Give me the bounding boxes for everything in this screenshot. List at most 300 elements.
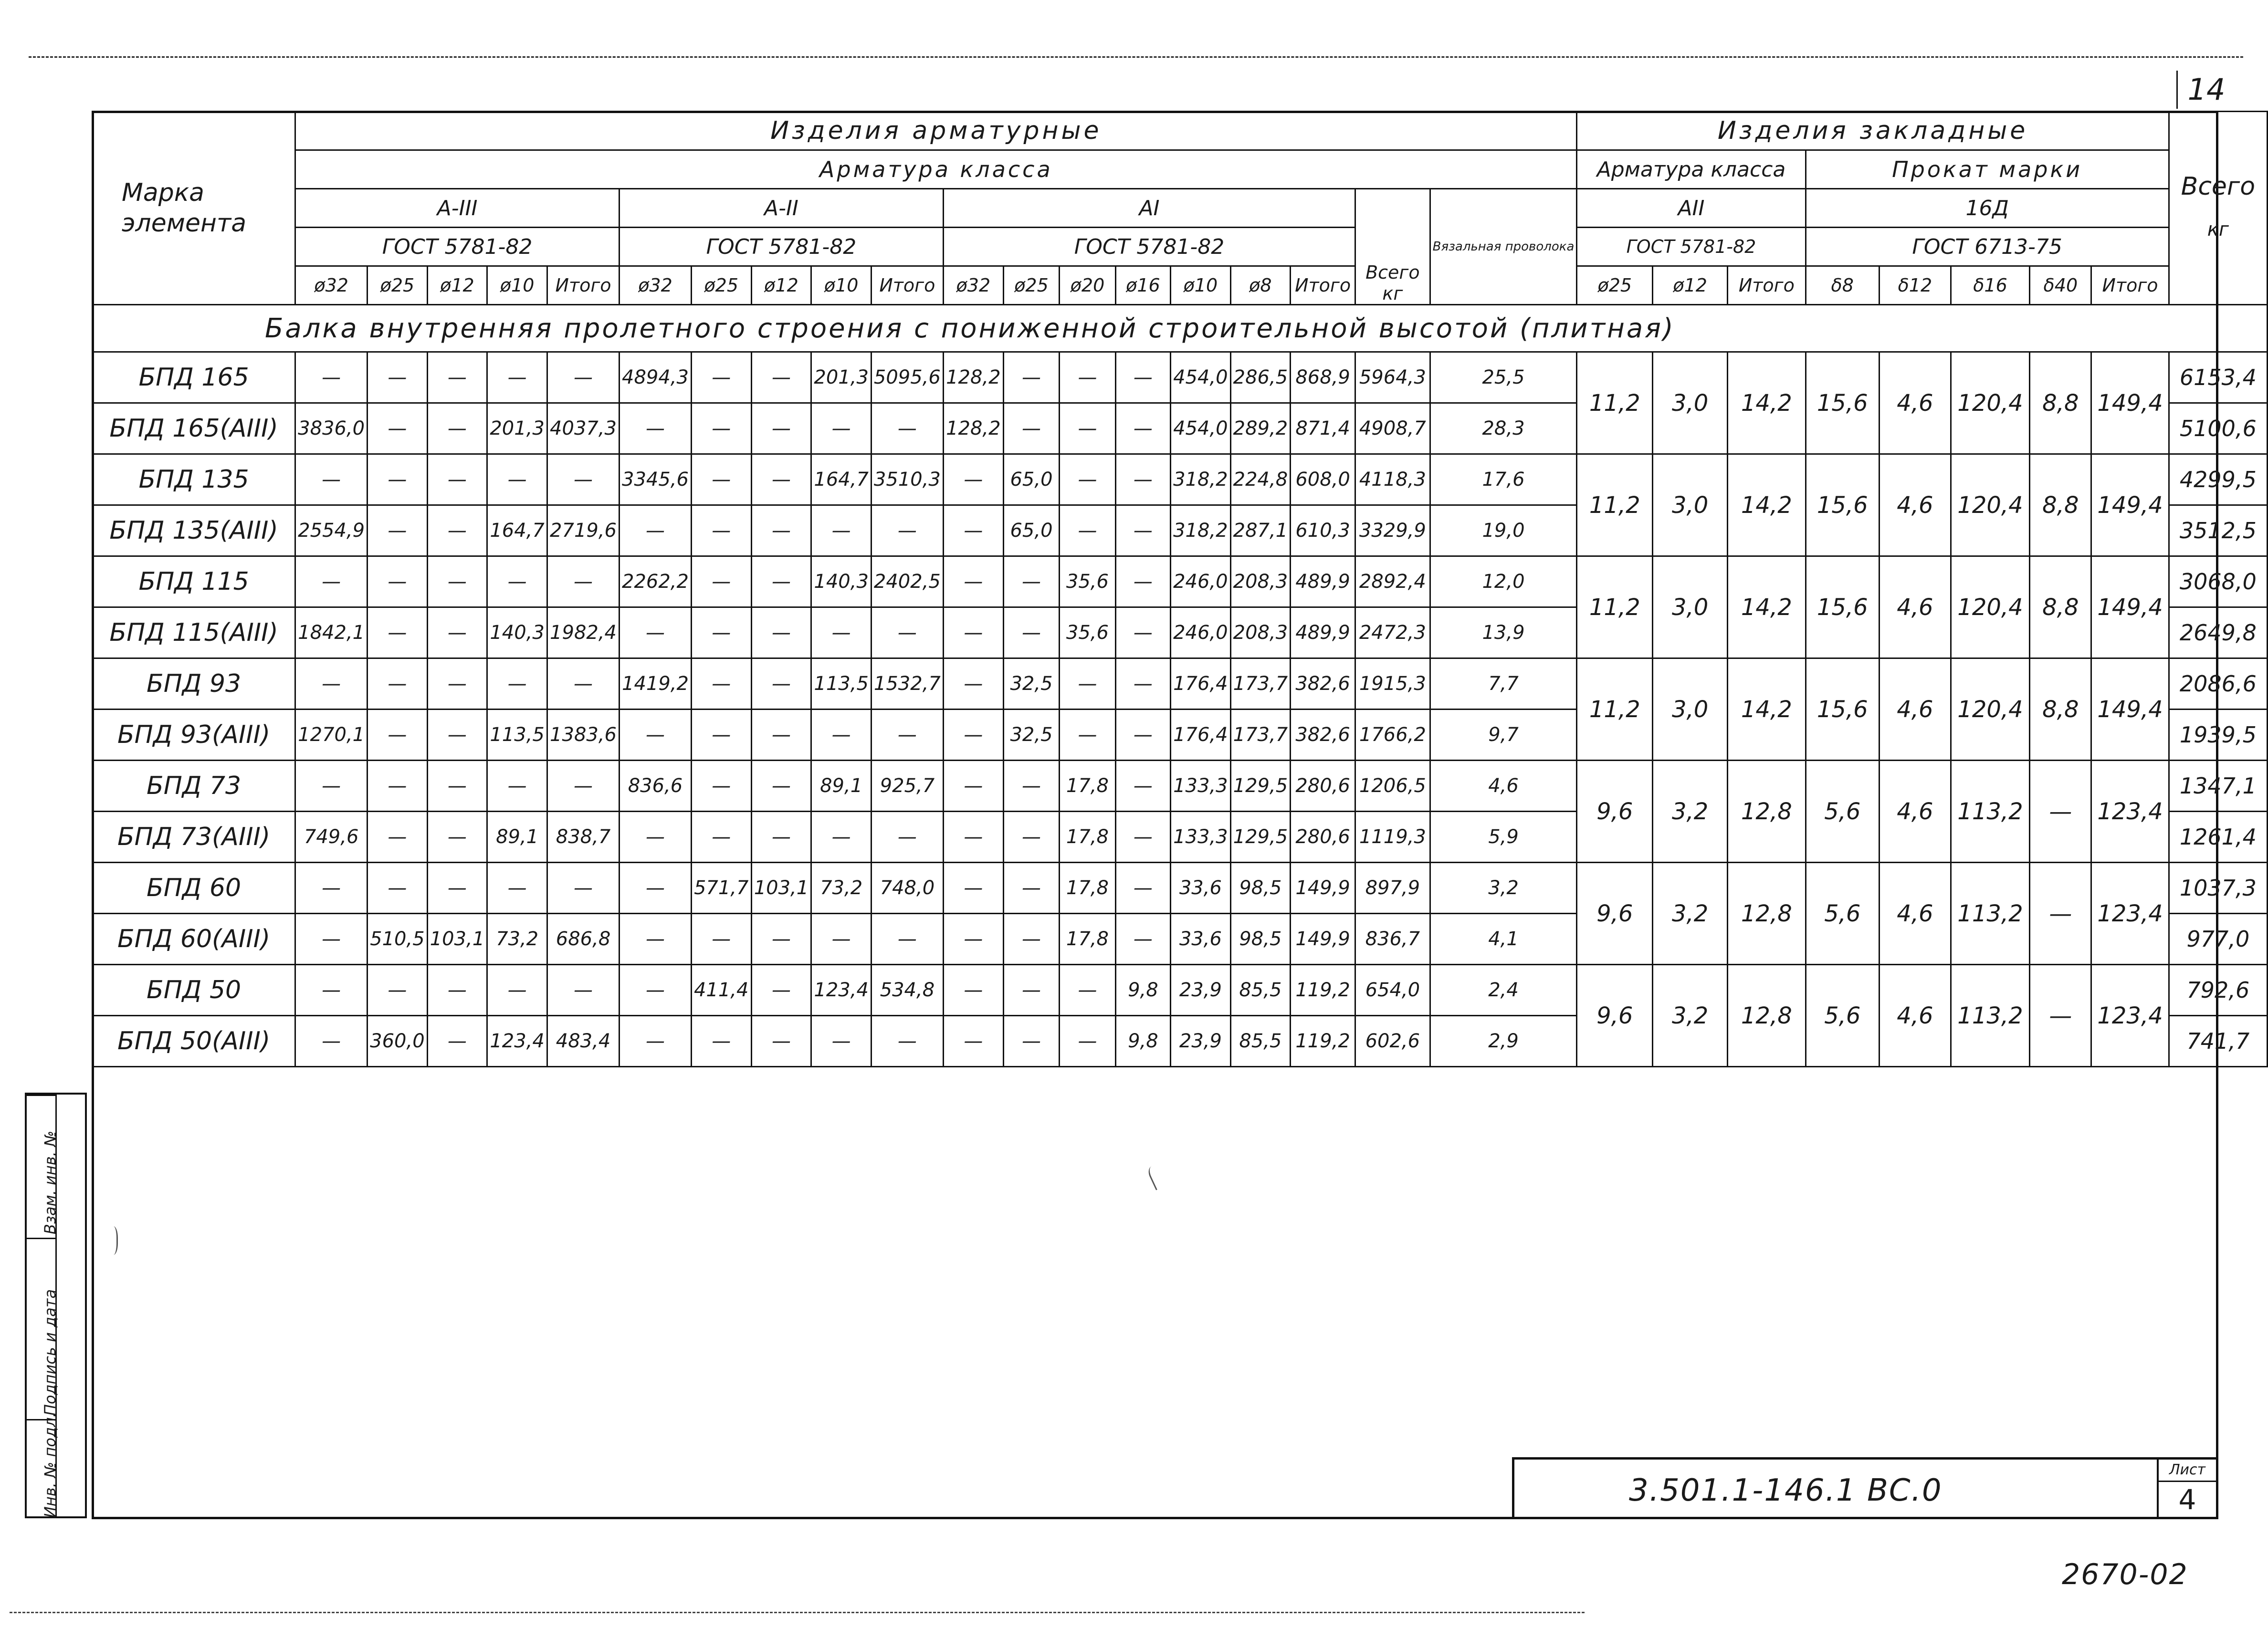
value-aii: — xyxy=(620,965,692,1016)
value-aii: 1532,7 xyxy=(871,658,943,710)
value-aiii: 749,6 xyxy=(295,812,368,863)
value-aii: — xyxy=(811,710,872,761)
value-ai: 176,4 xyxy=(1171,710,1231,761)
value-reinforcement-total: 1766,2 xyxy=(1355,710,1430,761)
value-aii: — xyxy=(691,658,751,710)
value-aiii: 838,7 xyxy=(547,812,620,863)
value-aiii: — xyxy=(427,403,487,454)
gost-ai: ГОСТ 5781-82 xyxy=(943,228,1355,266)
value-aii: 3510,3 xyxy=(871,454,943,505)
document-code: 3.501.1-146.1 ВС.0 xyxy=(1629,1473,1942,1508)
subtotal-all-header xyxy=(1355,189,1430,305)
value-reinforcement-total: 4908,7 xyxy=(1355,403,1430,454)
value-aii: — xyxy=(751,403,811,454)
value-ai: — xyxy=(1060,1016,1115,1067)
value-binding-wire: 5,9 xyxy=(1430,812,1577,863)
value-ai: — xyxy=(1115,505,1170,556)
value-rolled: 8,8 xyxy=(2030,454,2091,556)
side-stamp-replacement: Взам. инв. № xyxy=(41,1130,59,1234)
sheet-box xyxy=(2157,1460,2216,1517)
value-aii: — xyxy=(751,556,811,607)
value-rolled: 8,8 xyxy=(2030,556,2091,658)
value-ai: — xyxy=(943,658,1003,710)
value-aii: — xyxy=(751,710,811,761)
value-aii: — xyxy=(691,556,751,607)
value-ai: 608,0 xyxy=(1291,454,1355,505)
element-mark: БПД 93(АIII) xyxy=(93,710,295,761)
value-aii: 1419,2 xyxy=(620,658,692,710)
value-binding-wire: 13,9 xyxy=(1430,607,1577,658)
diameter-header-ai: ø20 xyxy=(1060,266,1115,305)
value-ai: 454,0 xyxy=(1171,352,1231,403)
value-embedded-reinforcement: 3,0 xyxy=(1653,658,1728,761)
value-aiii: — xyxy=(487,454,547,505)
value-binding-wire: 7,7 xyxy=(1430,658,1577,710)
value-grand-total: 1347,1 xyxy=(2169,761,2267,812)
value-aii: 113,5 xyxy=(811,658,872,710)
value-ai: 35,6 xyxy=(1060,556,1115,607)
value-ai: 133,3 xyxy=(1171,761,1231,812)
specification-table xyxy=(92,111,2268,1067)
diameter-header-emb: ø12 xyxy=(1653,266,1728,305)
diameter-header-aiii: ø25 xyxy=(368,266,428,305)
value-aiii: — xyxy=(547,658,620,710)
value-aiii: 73,2 xyxy=(487,914,547,965)
value-aii: — xyxy=(871,710,943,761)
value-rolled: 123,4 xyxy=(2091,965,2169,1067)
value-ai: 382,6 xyxy=(1291,710,1355,761)
value-grand-total: 3512,5 xyxy=(2169,505,2267,556)
value-aii: — xyxy=(811,607,872,658)
value-ai: 289,2 xyxy=(1230,403,1291,454)
value-ai: — xyxy=(1115,352,1170,403)
value-aii: 748,0 xyxy=(871,863,943,914)
value-aiii: 89,1 xyxy=(487,812,547,863)
value-ai: — xyxy=(1003,403,1059,454)
value-aii: 3345,6 xyxy=(620,454,692,505)
diameter-header-aii: ø12 xyxy=(751,266,811,305)
value-aii: 925,7 xyxy=(871,761,943,812)
value-aiii: — xyxy=(295,352,368,403)
value-aii: — xyxy=(811,812,872,863)
value-aiii: 483,4 xyxy=(547,1016,620,1067)
value-rolled: 4,6 xyxy=(1880,658,1951,761)
value-aiii: — xyxy=(427,812,487,863)
value-ai: 382,6 xyxy=(1291,658,1355,710)
value-aiii: — xyxy=(427,454,487,505)
value-reinforcement-total: 2472,3 xyxy=(1355,607,1430,658)
value-aii: — xyxy=(811,403,872,454)
value-ai: 35,6 xyxy=(1060,607,1115,658)
value-embedded-reinforcement: 12,8 xyxy=(1728,863,1806,965)
value-ai: 173,7 xyxy=(1230,658,1291,710)
value-aii: 73,2 xyxy=(811,863,872,914)
value-aii: 103,1 xyxy=(751,863,811,914)
value-aii: — xyxy=(751,1016,811,1067)
value-aii: — xyxy=(691,454,751,505)
value-aii: — xyxy=(751,812,811,863)
value-aiii: — xyxy=(368,965,428,1016)
value-ai: 489,9 xyxy=(1291,556,1355,607)
value-ai: 173,7 xyxy=(1230,710,1291,761)
value-ai: — xyxy=(1060,658,1115,710)
value-ai: — xyxy=(1060,454,1115,505)
value-ai: 65,0 xyxy=(1003,505,1059,556)
bottom-cut-line xyxy=(10,1612,1585,1613)
value-ai: 33,6 xyxy=(1171,863,1231,914)
value-rolled: 5,6 xyxy=(1806,863,1879,965)
value-aiii: — xyxy=(487,863,547,914)
class-emb-aii-header: АII xyxy=(1577,189,1806,228)
value-aiii: — xyxy=(295,1016,368,1067)
value-ai: — xyxy=(1115,403,1170,454)
diameter-header-ai: Итого xyxy=(1291,266,1355,305)
element-mark: БПД 93 xyxy=(93,658,295,710)
value-rolled: 15,6 xyxy=(1806,556,1879,658)
side-stamp-cell xyxy=(27,1412,59,1520)
value-aii: — xyxy=(751,914,811,965)
value-aii: — xyxy=(811,914,872,965)
diameter-header-ai: ø10 xyxy=(1171,266,1231,305)
value-aiii: — xyxy=(368,812,428,863)
value-ai: — xyxy=(943,607,1003,658)
value-aii: — xyxy=(751,352,811,403)
value-aiii: 686,8 xyxy=(547,914,620,965)
element-mark: БПД 115(АIII) xyxy=(93,607,295,658)
value-aiii: — xyxy=(487,658,547,710)
value-aii: — xyxy=(691,710,751,761)
element-mark: БПД 115 xyxy=(93,556,295,607)
thickness-header-rolled: δ40 xyxy=(2030,266,2091,305)
value-aiii: 164,7 xyxy=(487,505,547,556)
value-rolled: 15,6 xyxy=(1806,658,1879,761)
table-row xyxy=(93,352,2268,403)
value-aii: — xyxy=(751,607,811,658)
reinforcement-class-header: Арматура класса xyxy=(295,150,1577,189)
value-aii: — xyxy=(751,454,811,505)
value-aiii: — xyxy=(295,658,368,710)
value-embedded-reinforcement: 12,8 xyxy=(1728,965,1806,1067)
value-reinforcement-total: 836,7 xyxy=(1355,914,1430,965)
value-ai: 65,0 xyxy=(1003,454,1059,505)
value-aii: — xyxy=(620,863,692,914)
value-rolled: 113,2 xyxy=(1951,965,2030,1067)
value-aii: — xyxy=(751,761,811,812)
value-reinforcement-total: 2892,4 xyxy=(1355,556,1430,607)
value-aiii: — xyxy=(547,761,620,812)
value-ai: — xyxy=(1115,812,1170,863)
value-ai: 128,2 xyxy=(943,403,1003,454)
value-aiii: — xyxy=(368,505,428,556)
value-aiii: — xyxy=(427,607,487,658)
value-embedded-reinforcement: 3,2 xyxy=(1653,761,1728,863)
value-aiii: — xyxy=(427,863,487,914)
value-aiii: — xyxy=(427,505,487,556)
value-reinforcement-total: 3329,9 xyxy=(1355,505,1430,556)
value-aii: — xyxy=(620,1016,692,1067)
value-ai: 489,9 xyxy=(1291,607,1355,658)
value-aii: — xyxy=(871,505,943,556)
value-binding-wire: 19,0 xyxy=(1430,505,1577,556)
value-rolled: 113,2 xyxy=(1951,761,2030,863)
value-reinforcement-total: 1206,5 xyxy=(1355,761,1430,812)
value-grand-total: 2086,6 xyxy=(2169,658,2267,710)
value-embedded-reinforcement: 14,2 xyxy=(1728,352,1806,454)
value-rolled: 8,8 xyxy=(2030,658,2091,761)
value-ai: — xyxy=(943,965,1003,1016)
value-ai: — xyxy=(943,761,1003,812)
value-rolled: 5,6 xyxy=(1806,965,1879,1067)
value-ai: — xyxy=(1003,914,1059,965)
value-aii: — xyxy=(751,658,811,710)
value-ai: — xyxy=(943,454,1003,505)
element-mark: БПД 50(АIII) xyxy=(93,1016,295,1067)
value-ai: 318,2 xyxy=(1171,454,1231,505)
value-aiii: 360,0 xyxy=(368,1016,428,1067)
value-aii: — xyxy=(620,710,692,761)
value-aiii: — xyxy=(295,556,368,607)
value-rolled: 120,4 xyxy=(1951,658,2030,761)
value-ai: 32,5 xyxy=(1003,710,1059,761)
value-aiii: — xyxy=(368,863,428,914)
diameter-header-ai: ø32 xyxy=(943,266,1003,305)
table-row xyxy=(93,863,2268,914)
value-ai: — xyxy=(1003,812,1059,863)
value-rolled: — xyxy=(2030,965,2091,1067)
value-embedded-reinforcement: 3,0 xyxy=(1653,556,1728,658)
value-ai: 246,0 xyxy=(1171,607,1231,658)
value-aiii: — xyxy=(547,352,620,403)
value-aii: — xyxy=(871,607,943,658)
value-aii: 140,3 xyxy=(811,556,872,607)
value-reinforcement-total: 4118,3 xyxy=(1355,454,1430,505)
value-ai: 224,8 xyxy=(1230,454,1291,505)
value-aii: — xyxy=(620,914,692,965)
value-aii: — xyxy=(691,914,751,965)
value-aiii: — xyxy=(368,658,428,710)
value-grand-total: 1939,5 xyxy=(2169,710,2267,761)
value-aiii: — xyxy=(368,607,428,658)
diameter-header-aiii: ø32 xyxy=(295,266,368,305)
value-rolled: 149,4 xyxy=(2091,454,2169,556)
value-aiii: — xyxy=(427,761,487,812)
grade-16d-header: 16Д xyxy=(1806,189,2169,228)
value-rolled: 120,4 xyxy=(1951,352,2030,454)
value-aiii: — xyxy=(295,914,368,965)
value-ai: 17,8 xyxy=(1060,863,1115,914)
value-ai: — xyxy=(1115,863,1170,914)
value-aiii: 3836,0 xyxy=(295,403,368,454)
value-aii: 411,4 xyxy=(691,965,751,1016)
value-ai: — xyxy=(1115,658,1170,710)
value-embedded-reinforcement: 11,2 xyxy=(1577,658,1653,761)
value-ai: — xyxy=(1060,965,1115,1016)
sheet-label: Лист xyxy=(2159,1460,2216,1482)
diameter-header-aiii: ø12 xyxy=(427,266,487,305)
value-aii: — xyxy=(691,505,751,556)
value-rolled: 149,4 xyxy=(2091,352,2169,454)
value-ai: 286,5 xyxy=(1230,352,1291,403)
value-binding-wire: 9,7 xyxy=(1430,710,1577,761)
gost-rolled: ГОСТ 6713-75 xyxy=(1806,228,2169,266)
value-ai: 133,3 xyxy=(1171,812,1231,863)
value-ai: — xyxy=(1003,352,1059,403)
value-binding-wire: 2,9 xyxy=(1430,1016,1577,1067)
value-aiii: — xyxy=(547,454,620,505)
value-ai: — xyxy=(1060,352,1115,403)
value-ai: — xyxy=(943,914,1003,965)
value-ai: 17,8 xyxy=(1060,761,1115,812)
archive-number: 2670-02 xyxy=(2062,1558,2188,1591)
value-aii: 571,7 xyxy=(691,863,751,914)
value-ai: — xyxy=(943,710,1003,761)
value-rolled: 123,4 xyxy=(2091,761,2169,863)
value-binding-wire: 28,3 xyxy=(1430,403,1577,454)
value-ai: — xyxy=(1003,965,1059,1016)
embedded-products-header: Изделия закладные xyxy=(1577,112,2169,150)
value-ai: 149,9 xyxy=(1291,863,1355,914)
value-ai: 119,2 xyxy=(1291,965,1355,1016)
value-aiii: 1270,1 xyxy=(295,710,368,761)
value-aii: — xyxy=(871,914,943,965)
diameter-header-ai: ø16 xyxy=(1115,266,1170,305)
value-grand-total: 3068,0 xyxy=(2169,556,2267,607)
value-ai: 149,9 xyxy=(1291,914,1355,965)
value-ai: 280,6 xyxy=(1291,812,1355,863)
value-aiii: — xyxy=(547,863,620,914)
value-rolled: 4,6 xyxy=(1880,454,1951,556)
value-aii: — xyxy=(751,965,811,1016)
value-aiii: — xyxy=(487,761,547,812)
value-aii: — xyxy=(691,761,751,812)
value-aiii: 4037,3 xyxy=(547,403,620,454)
value-embedded-reinforcement: 3,2 xyxy=(1653,863,1728,965)
value-aiii: — xyxy=(295,965,368,1016)
element-mark: БПД 73 xyxy=(93,761,295,812)
value-ai: 119,2 xyxy=(1291,1016,1355,1067)
value-binding-wire: 17,6 xyxy=(1430,454,1577,505)
value-ai: — xyxy=(943,812,1003,863)
value-embedded-reinforcement: 3,0 xyxy=(1653,352,1728,454)
value-aiii: — xyxy=(427,710,487,761)
value-binding-wire: 3,2 xyxy=(1430,863,1577,914)
value-ai: 98,5 xyxy=(1230,914,1291,965)
value-grand-total: 1261,4 xyxy=(2169,812,2267,863)
title-block xyxy=(1512,1457,2218,1519)
value-aii: — xyxy=(871,812,943,863)
value-ai: — xyxy=(943,1016,1003,1067)
value-embedded-reinforcement: 3,2 xyxy=(1653,965,1728,1067)
value-aii: — xyxy=(620,505,692,556)
value-ai: — xyxy=(943,863,1003,914)
value-aiii: — xyxy=(295,761,368,812)
value-ai: — xyxy=(1115,556,1170,607)
value-aii: 4894,3 xyxy=(620,352,692,403)
value-ai: 85,5 xyxy=(1230,965,1291,1016)
top-cut-line xyxy=(29,56,2243,58)
side-stamp-signature: Подпись и дата xyxy=(41,1289,59,1416)
value-aii: 89,1 xyxy=(811,761,872,812)
value-aiii: 201,3 xyxy=(487,403,547,454)
value-ai: 17,8 xyxy=(1060,914,1115,965)
value-aiii: — xyxy=(427,965,487,1016)
value-aii: 534,8 xyxy=(871,965,943,1016)
value-aiii: 103,1 xyxy=(427,914,487,965)
value-ai: — xyxy=(1003,607,1059,658)
value-aiii: — xyxy=(368,454,428,505)
value-aii: 201,3 xyxy=(811,352,872,403)
value-aiii: — xyxy=(427,352,487,403)
thickness-header-rolled: δ12 xyxy=(1880,266,1951,305)
value-aii: 5095,6 xyxy=(871,352,943,403)
table-row xyxy=(93,965,2268,1016)
value-aiii: 2719,6 xyxy=(547,505,620,556)
thickness-header-rolled: δ8 xyxy=(1806,266,1879,305)
table-row xyxy=(93,658,2268,710)
binding-wire-header: Вязальная проволока xyxy=(1430,189,1577,305)
value-aiii: 2554,9 xyxy=(295,505,368,556)
value-aii: — xyxy=(691,812,751,863)
value-aii: — xyxy=(751,505,811,556)
value-ai: 280,6 xyxy=(1291,761,1355,812)
value-ai: — xyxy=(1115,914,1170,965)
value-aiii: 113,5 xyxy=(487,710,547,761)
value-rolled: 4,6 xyxy=(1880,863,1951,965)
value-ai: — xyxy=(1115,607,1170,658)
value-aiii: — xyxy=(295,454,368,505)
thickness-header-rolled: Итого xyxy=(2091,266,2169,305)
side-stamp xyxy=(25,1093,87,1518)
value-embedded-reinforcement: 9,6 xyxy=(1577,965,1653,1067)
class-aiii-header: А-III xyxy=(295,189,620,228)
element-mark: БПД 60 xyxy=(93,863,295,914)
class-ai-header: АI xyxy=(943,189,1355,228)
value-aiii: — xyxy=(368,403,428,454)
value-aiii: 510,5 xyxy=(368,914,428,965)
value-ai: 246,0 xyxy=(1171,556,1231,607)
value-aii: — xyxy=(691,403,751,454)
value-ai: — xyxy=(1115,761,1170,812)
total-label: Всего xyxy=(2181,172,2256,201)
value-ai: 454,0 xyxy=(1171,403,1231,454)
value-aii: 164,7 xyxy=(811,454,872,505)
value-aiii: — xyxy=(295,863,368,914)
value-aiii: — xyxy=(368,352,428,403)
element-mark: БПД 165(АIII) xyxy=(93,403,295,454)
value-rolled: 5,6 xyxy=(1806,761,1879,863)
value-aiii: 1842,1 xyxy=(295,607,368,658)
diameter-header-ai: ø25 xyxy=(1003,266,1059,305)
value-ai: — xyxy=(1060,505,1115,556)
value-aii: — xyxy=(691,607,751,658)
value-ai: 9,8 xyxy=(1115,965,1170,1016)
total-header xyxy=(2169,112,2267,305)
class-aii-header: А-II xyxy=(620,189,944,228)
gost-aii: ГОСТ 5781-82 xyxy=(620,228,944,266)
value-aiii: 1383,6 xyxy=(547,710,620,761)
element-mark: БПД 50 xyxy=(93,965,295,1016)
mark-header: Марка элемента xyxy=(93,112,295,305)
reinforcement-products-header: Изделия арматурные xyxy=(295,112,1577,150)
subtotal-all-unit: кг xyxy=(1382,283,1403,304)
rolled-grade-header: Прокат марки xyxy=(1806,150,2169,189)
element-mark: БПД 135(АIII) xyxy=(93,505,295,556)
value-rolled: 15,6 xyxy=(1806,454,1879,556)
value-grand-total: 6153,4 xyxy=(2169,352,2267,403)
value-ai: 32,5 xyxy=(1003,658,1059,710)
value-aiii: — xyxy=(547,965,620,1016)
diameter-header-aii: ø25 xyxy=(691,266,751,305)
